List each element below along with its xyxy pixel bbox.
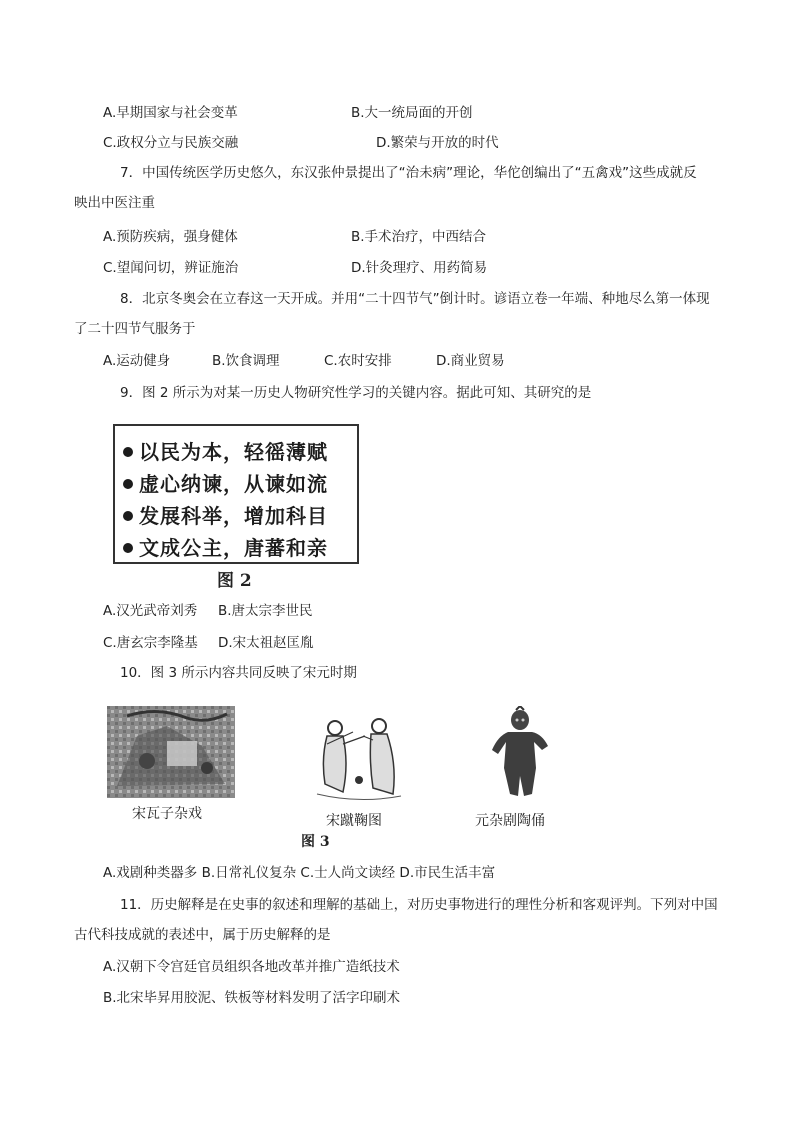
q11-stem-line1: 11．历史解释是在史事的叙述和理解的基础上，对历史事物进行的理性分析和客观评判。下列对中国: [120, 897, 718, 913]
q7-option-d: D.针灸理疗、用药简易: [351, 260, 488, 276]
q7-stem-line2: 映出中医注重: [74, 195, 155, 211]
q6-option-d: D.繁荣与开放的时代: [376, 135, 499, 151]
figure-3-image-zaju-figurine: [488, 706, 552, 802]
figure-2-box: [113, 424, 359, 564]
q9-stem: 9．图 2 所示为对某一历史人物研究性学习的关键内容。据此可知、其研究的是: [120, 385, 592, 401]
q6-option-b: B.大一统局面的开创: [351, 105, 473, 121]
q9-option-d: D.宋太祖赵匡胤: [218, 635, 314, 651]
q11-option-a: A.汉朝下令宫廷官员组织各地改革并推广造纸技术: [103, 959, 400, 975]
q8-stem-line1: 8．北京冬奥会在立春这一天开成。并用“二十四节气”倒计时。谚语立卷一年端、种地尽么第一体现: [120, 291, 710, 307]
figure-3-caption-2: 宋蹴鞠图: [326, 813, 382, 829]
figure-3-image-cuju: [313, 714, 405, 804]
figure-3-label: 图 3: [301, 834, 330, 850]
q8-stem-line2: 了二十四节气服务于: [74, 321, 196, 337]
figure-2-item-text: 以民为本，轻徭薄赋: [139, 440, 328, 464]
bullet-icon: [123, 447, 133, 457]
bullet-icon: [123, 543, 133, 553]
q11-stem-line2: 古代科技成就的表述中，属于历史解释的是: [74, 927, 331, 943]
figure-2-item-text: 文成公主，唐蕃和亲: [139, 536, 328, 560]
figure-2-item-1: [123, 436, 328, 465]
figure-2-caption: 图 2: [217, 571, 252, 591]
figure-2-item-2: [123, 468, 328, 497]
bullet-icon: [123, 511, 133, 521]
q9-option-c: C.唐玄宗李隆基: [103, 635, 198, 651]
q7-option-a: A.预防疾病，强身健体: [103, 229, 238, 245]
figure-3-caption-1: 宋瓦子杂戏: [132, 806, 202, 822]
figure-2-item-text: 发展科举，增加科目: [139, 504, 328, 528]
q9-option-b: B.唐太宗李世民: [218, 603, 313, 619]
q7-stem-line1: 7．中国传统医学历史悠久，东汉张仲景提出了“治未病”理论，华佗创编出了“五禽戏”这些成就反: [120, 165, 697, 181]
q10-options: A.戏剧种类器多 B.日常礼仪复杂 C.士人尚文读经 D.市民生活丰富: [103, 865, 496, 881]
figure-2-item-3: [123, 500, 328, 529]
q8-option-a: A.运动健身: [103, 353, 171, 369]
q6-option-c: C.政权分立与民族交融: [103, 135, 239, 151]
q11-option-b: B.北宋毕昇用胶泥、铁板等材料发明了活字印刷术: [103, 990, 401, 1006]
q9-option-a: A.汉光武帝刘秀: [103, 603, 198, 619]
q8-option-d: D.商业贸易: [436, 353, 505, 369]
bullet-icon: [123, 479, 133, 489]
q7-option-b: B.手术治疗，中西结合: [351, 229, 487, 245]
q7-option-c: C.望闻问切，辨证施治: [103, 260, 239, 276]
figure-2-item-4: [123, 532, 328, 561]
figure-3-image-wazi-opera: [107, 706, 235, 798]
q8-option-c: C.农时安排: [324, 353, 392, 369]
q10-stem: 10．图 3 所示内容共同反映了宋元时期: [120, 665, 357, 681]
figure-3-caption-3: 元杂剧陶俑: [475, 813, 545, 829]
q6-option-a: A.早期国家与社会变革: [103, 105, 238, 121]
q8-option-b: B.饮食调理: [212, 353, 280, 369]
figure-2-item-text: 虚心纳谏，从谏如流: [139, 472, 328, 496]
